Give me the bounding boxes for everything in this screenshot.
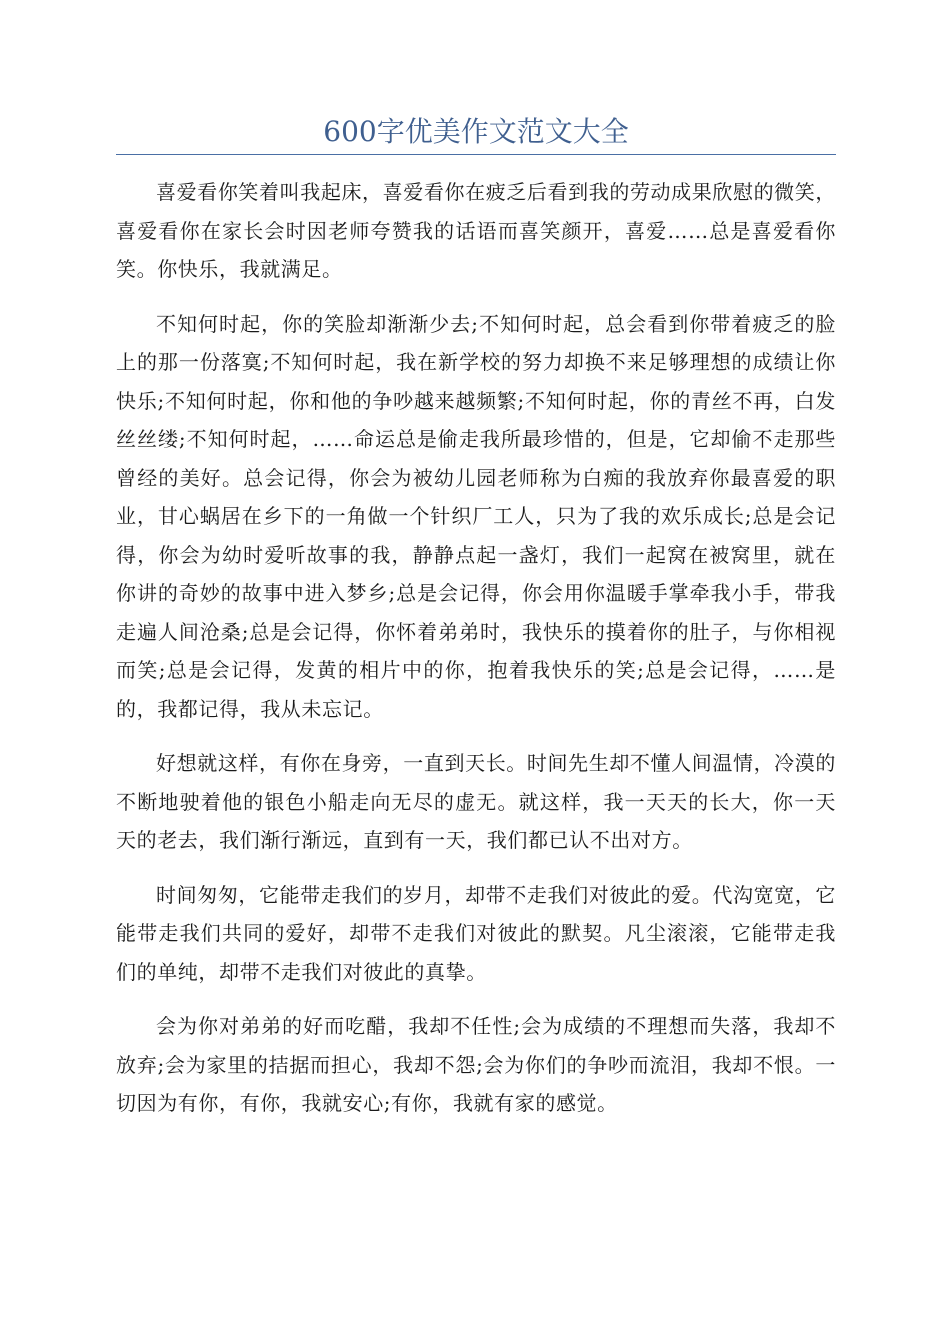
paragraph-3: 好想就这样，有你在身旁，一直到天长。时间先生却不懂人间温情，冷漠的不断地驶着他的银色小船走向无尽的虚无。就这样，我一天天的长大，你一天天的老去，我们渐行渐远，直到有一天，我们都已认不出对方。 — [116, 751, 836, 852]
paragraph-4: 时间匆匆，它能带走我们的岁月，却带不走我们对彼此的爱。代沟宽宽，它能带走我们共同的爱好，却带不走我们对彼此的默契。凡尘滚滚，它能带走我们的单纯，却带不走我们对彼此的真挚。 — [116, 882, 836, 984]
document-title: 600字优美作文范文大全 — [323, 115, 629, 148]
title-underline — [116, 154, 836, 155]
paragraph-1: 喜爱看你笑着叫我起床，喜爱看你在疲乏后看到我的劳动成果欣慰的微笑，喜爱看你在家长会时因老师夸赞我的话语而喜笑颜开，喜爱……总是喜爱看你笑。你快乐，我就满足。 — [116, 180, 836, 281]
paragraph-5: 会为你对弟弟的好而吃醋，我却不任性;会为成绩的不理想而失落，我却不放弃;会为家里的拮据而担心，我却不怨;会为你们的争吵而流泪，我却不恨。一切因为有你，有你，我就安心;有你，我就有家的感觉。 — [116, 1014, 836, 1115]
document-page — [116, 112, 836, 1139]
paragraph-2: 不知何时起，你的笑脸却渐渐少去;不知何时起，总会看到你带着疲乏的脸上的那一份落寞;不知何时起，我在新学校的努力却换不来足够理想的成绩让你快乐;不知何时起，你和他的争吵越来越频繁;不知何时起，你的青丝不再，白发丝丝缕;不知何时起，……命运总是偷走我所最珍惜的，但是，它却偷不走那些曾经的美好。总会记得，你会为被幼儿园老师称为白痴的我放弃你最喜爱的职业，甘心蜗居在乡下的一角做一个针织厂工人，只为了我的欢乐成长;总是会记得，你会为幼时爱听故事的我，静静点起一盏灯，我们一起窝在被窝里，就在你讲的奇妙的故事中进入梦乡;总是会记得，你会用你温暖手掌牵我小手，带我走遍人间沧桑;总是会记得，你怀着弟弟时，我快乐的摸着你的肚子，与你相视而笑;总是会记得，发黄的相片中的你，抱着我快乐的笑;总是会记得，……是的，我都记得，我从未忘记。 — [116, 311, 836, 721]
